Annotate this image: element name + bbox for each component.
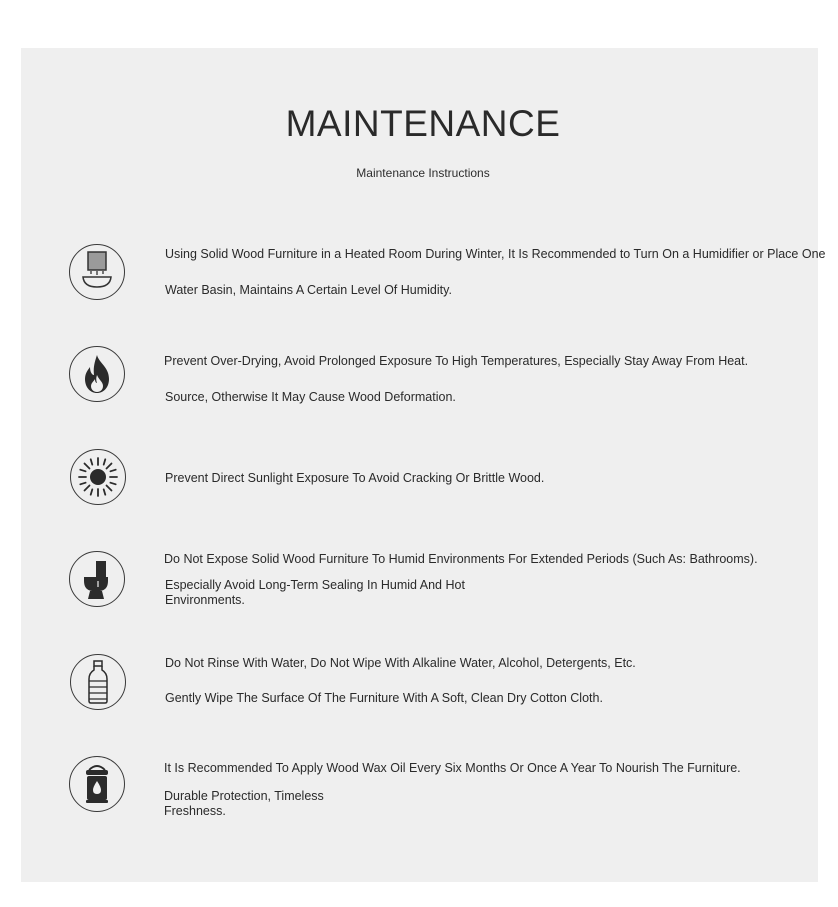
bottle-icon bbox=[70, 654, 126, 710]
item-5-line-2: Gently Wipe The Surface Of The Furniture With A Soft, Clean Dry Cotton Cloth. bbox=[165, 691, 603, 705]
item-3-line-1: Prevent Direct Sunlight Exposure To Avoid Cracking Or Brittle Wood. bbox=[165, 471, 545, 485]
sun-icon bbox=[70, 449, 126, 505]
item-4-line-1: Do Not Expose Solid Wood Furniture To Humid Environments For Extended Periods (Such As: Bathrooms). bbox=[164, 552, 758, 566]
oil-can-icon bbox=[69, 756, 125, 812]
item-6-line-2: Durable Protection, Timeless Freshness. bbox=[164, 789, 324, 818]
item-2-line-1: Prevent Over-Drying, Avoid Prolonged Exposure To High Temperatures, Especially Stay Away From Heat. bbox=[164, 354, 749, 368]
item-2-line-2: Source, Otherwise It May Cause Wood Deformation. bbox=[165, 390, 456, 404]
page-title: MAINTENANCE bbox=[285, 103, 561, 144]
item-4-line-2: Especially Avoid Long-Term Sealing In Humid And Hot Environments. bbox=[165, 578, 465, 607]
item-5-line-1: Do Not Rinse With Water, Do Not Wipe With Alkaline Water, Alcohol, Detergents, Etc. bbox=[165, 656, 636, 670]
toilet-icon bbox=[69, 551, 125, 607]
item-1-line-1: Using Solid Wood Furniture in a Heated Room During Winter, It Is Recommended to Turn On a Humidifier or Place One bbox=[165, 247, 826, 261]
page-subtitle: Maintenance Instructions bbox=[356, 166, 490, 180]
item-1-line-2: Water Basin, Maintains A Certain Level Of Humidity. bbox=[165, 283, 452, 297]
humidifier-icon bbox=[69, 244, 125, 300]
fire-icon bbox=[69, 346, 125, 402]
item-6-line-1: It Is Recommended To Apply Wood Wax Oil Every Six Months Or Once A Year To Nourish The Furniture. bbox=[164, 761, 741, 775]
